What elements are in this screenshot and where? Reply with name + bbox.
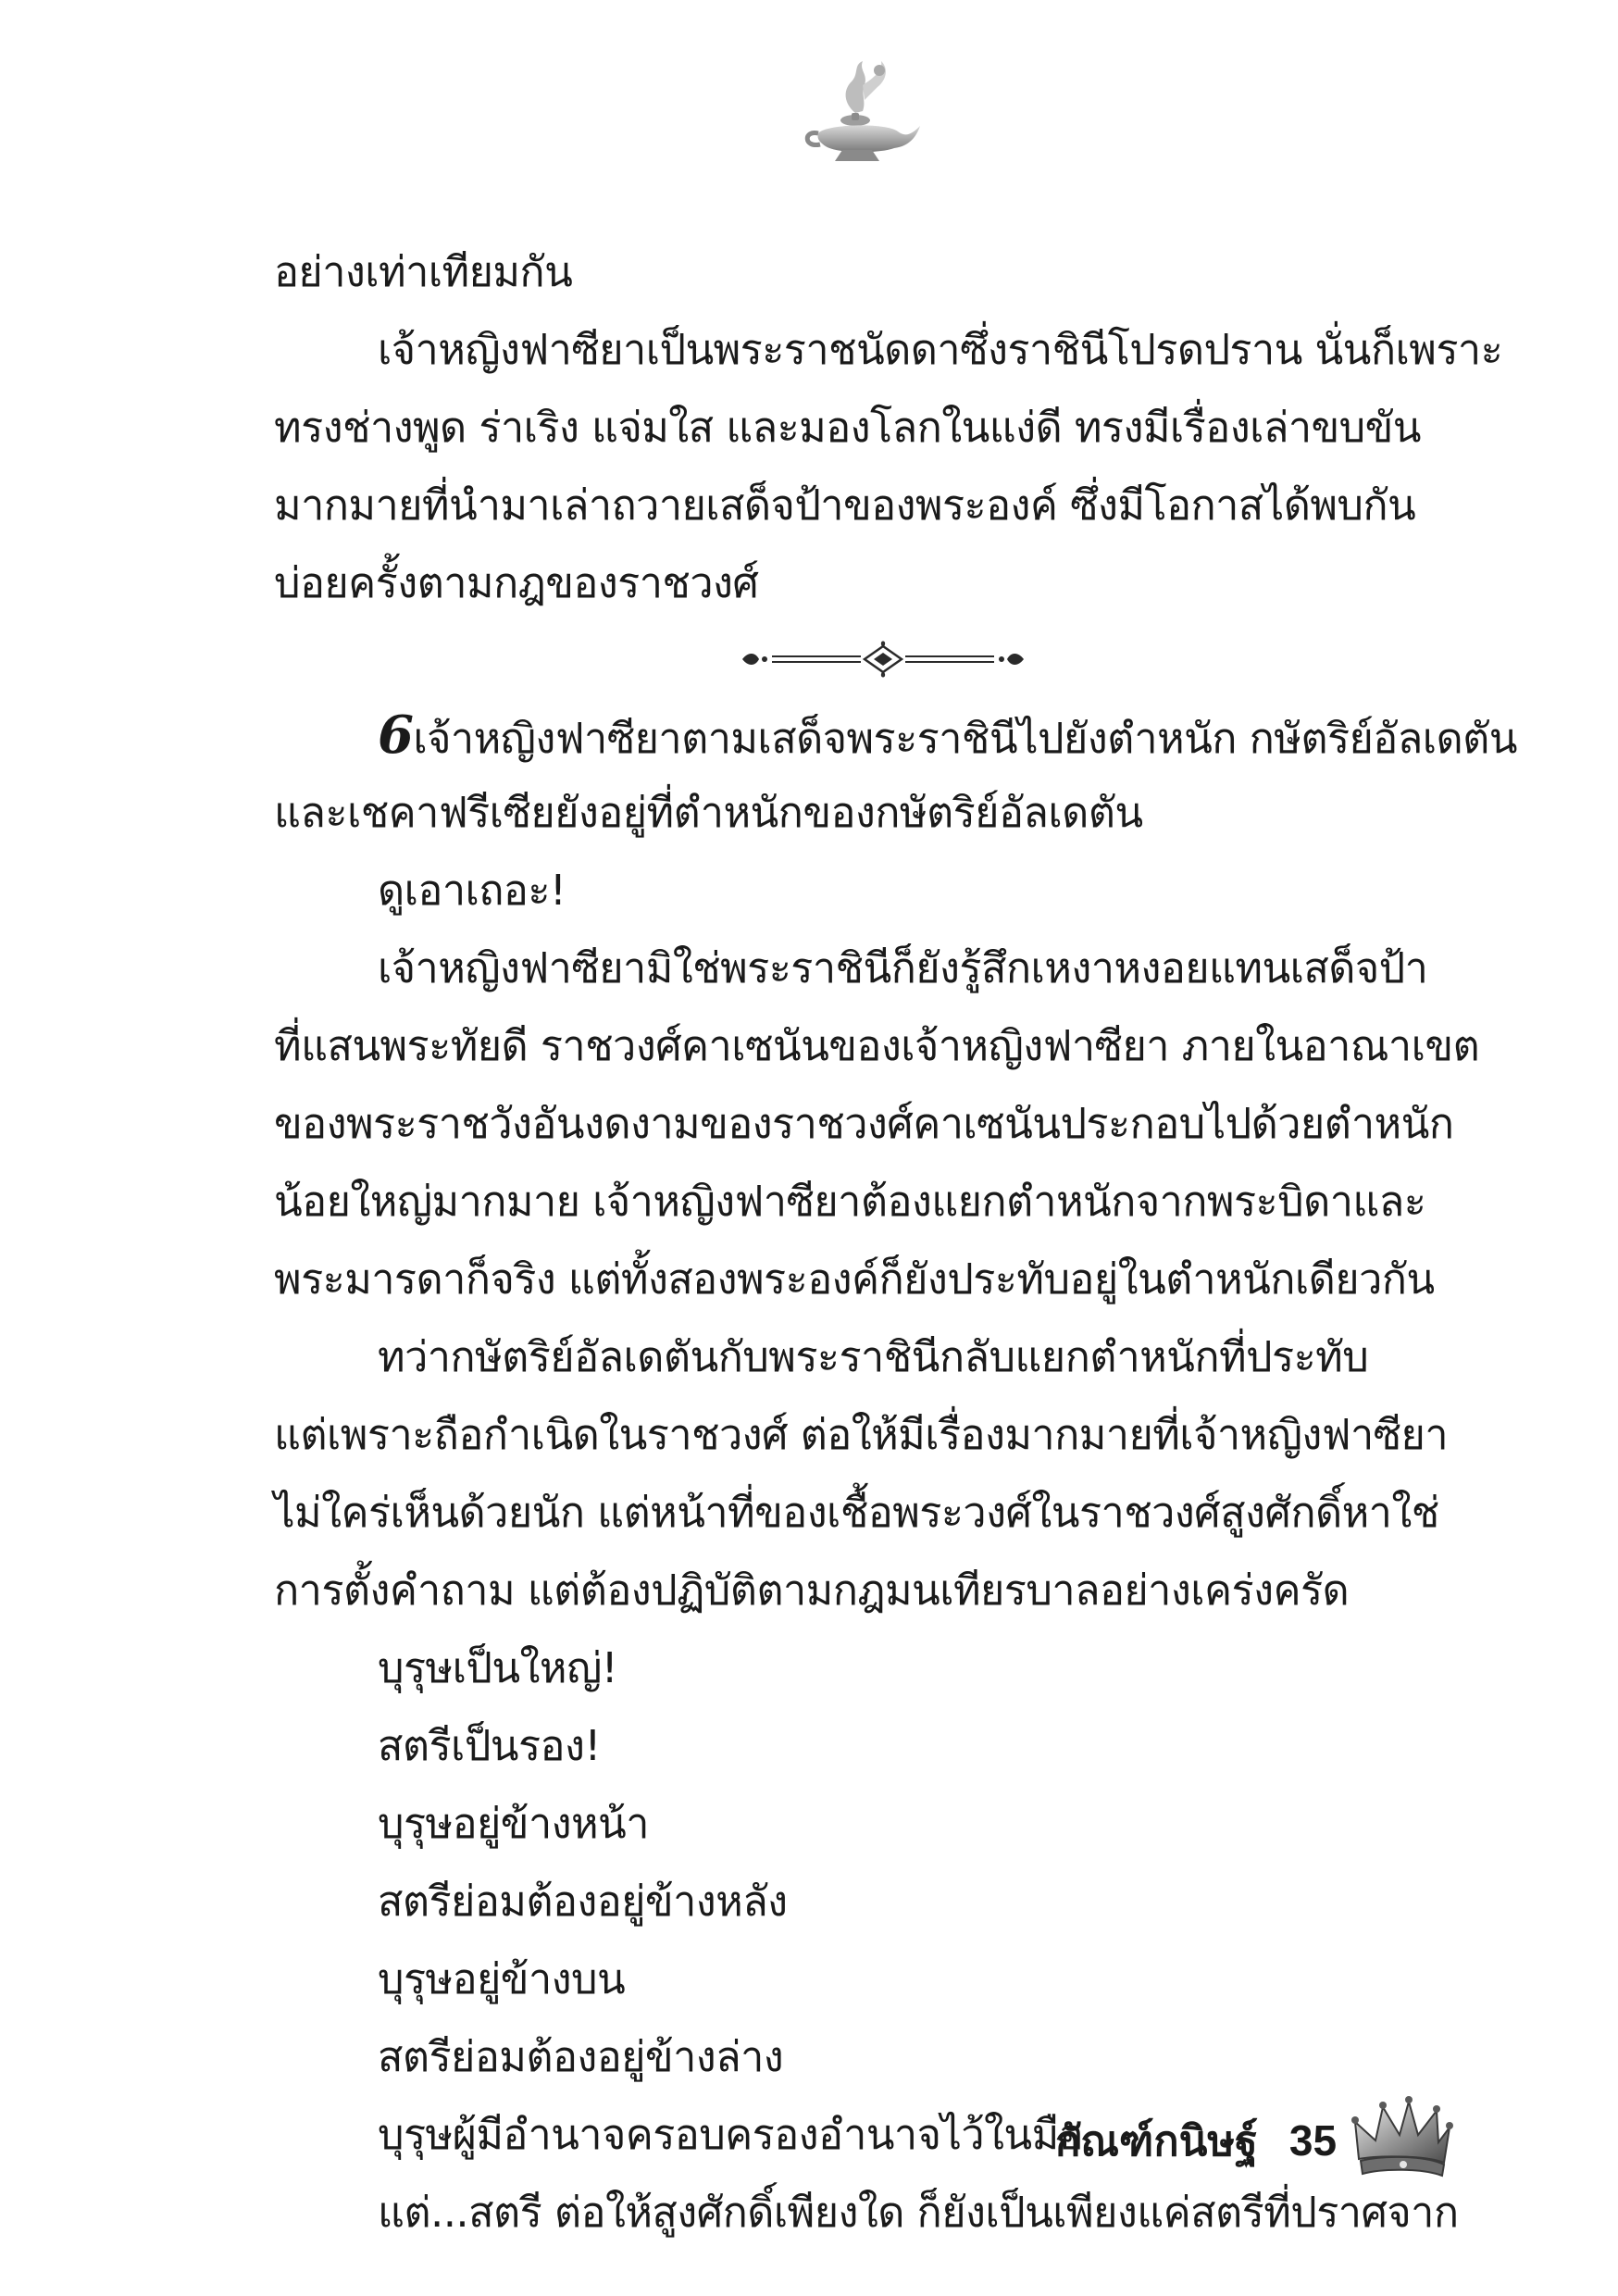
text-line: และเชคาฟรีเซียยังอยู่ที่ตำหนักของกษัตริย์อัลเดตัน: [274, 788, 1143, 837]
text-line: น้อยใหญ่มากมาย เจ้าหญิงฟาซียาต้องแยกตำหนักจากพระบิดาและ: [274, 1177, 1426, 1226]
text-line: แต่...สตรี ต่อให้สูงศักดิ์เพียงใด ก็ยังเป็นเพียงแค่สตรีที่ปราศจาก: [378, 2188, 1459, 2237]
section-divider: [274, 622, 1459, 696]
crown-icon: [1351, 2094, 1453, 2187]
text-line: สตรีย่อมต้องอยู่ข้างล่าง: [378, 2032, 784, 2081]
text-line: บุรุษผู้มีอำนาจครอบครองอำนาจไว้ในมือ: [378, 2110, 1084, 2159]
page-number: 35: [1288, 2116, 1338, 2165]
text-line-content: เจ้าหญิงฟาซียาตามเสด็จพระราชินีไปยังตำหนัก กษัตริย์อัลเดตัน: [413, 714, 1517, 763]
text-line: มากมายที่นำมาเล่าถวายเสด็จป้าของพระองค์ ซึ่งมีโอกาสได้พบกัน: [274, 480, 1416, 530]
genie-lamp-icon: [798, 57, 927, 168]
text-line: บุรุษอยู่ข้างหน้า: [378, 1799, 649, 1848]
text-line: ไม่ใคร่เห็นด้วยนัก แต่หน้าที่ของเชื้อพระวงศ์ในราชวงศ์สูงศักดิ์หาใช่: [274, 1488, 1439, 1537]
text-line: บุรุษเป็นใหญ่!: [378, 1643, 618, 1692]
text-line: เจ้าหญิงฟาซียามิใช่พระราชินีก็ยังรู้สึกเหงาหงอยแทนเสด็จป้า: [378, 943, 1428, 992]
text-line: บ่อยครั้งตามกฎของราชวงศ์: [274, 558, 759, 607]
text-line: สตรีเป็นรอง!: [378, 1721, 601, 1770]
text-line: ที่แสนพระทัยดี ราชวงศ์คาเซนันของเจ้าหญิงฟาซียา ภายในอาณาเขต: [274, 1021, 1480, 1070]
page-footer: [1055, 2094, 1453, 2187]
body-text: [274, 233, 1517, 2252]
text-line: ทว่ากษัตริย์อัลเดตันกับพระราชินีกลับแยกตำหนักที่ประทับ: [378, 1332, 1369, 1381]
ornamental-divider-icon: [735, 641, 1031, 678]
text-line: แต่เพราะถือกำเนิดในราชวงศ์ ต่อให้มีเรื่องมากมายที่เจ้าหญิงฟาซียา: [274, 1410, 1448, 1459]
text-line: อย่างเท่าเทียมกัน: [274, 247, 573, 296]
text-line: การตั้งคำถาม แต่ต้องปฏิบัติตามกฎมนเทียรบาลอย่างเคร่งครัด: [274, 1566, 1350, 1615]
text-line: เจ้าหญิงฟาซียาเป็นพระราชนัดดาซึ่งราชินีโปรดปราน นั่นก็เพราะ: [378, 325, 1503, 374]
book-title: กัณฑ์กนิษฐ์: [1055, 2116, 1258, 2165]
text-line: ทรงช่างพูด ร่าเริง แจ่มใส และมองโลกในแง่ดี ทรงมีเรื่องเล่าขบขัน: [274, 403, 1421, 452]
text-line: ของพระราชวังอันงดงามของราชวงศ์คาเซนันประกอบไปด้วยตำหนัก: [274, 1099, 1454, 1148]
drop-cap: 6: [378, 705, 414, 766]
text-line: พระมารดาก็จริง แต่ทั้งสองพระองค์ก็ยังประทับอยู่ในตำหนักเดียวกัน: [274, 1254, 1435, 1304]
text-line: [274, 696, 1517, 774]
text-line: ดูเอาเถอะ!: [378, 866, 566, 915]
text-line: สตรีย่อมต้องอยู่ข้างหลัง: [378, 1877, 788, 1926]
text-line: บุรุษอยู่ข้างบน: [378, 1954, 626, 2003]
